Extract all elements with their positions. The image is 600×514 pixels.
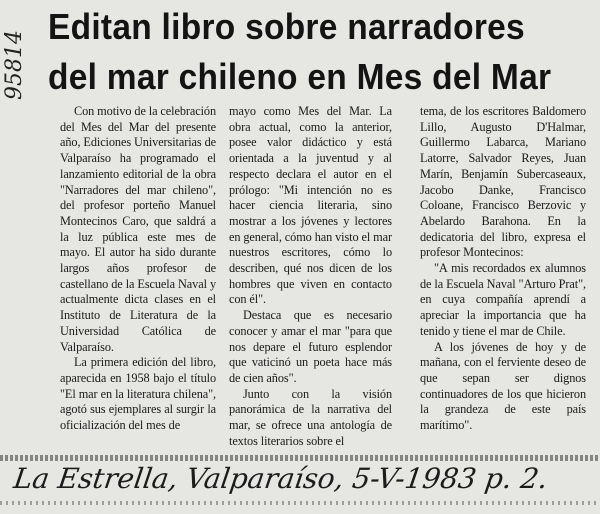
article-column-1 (60, 104, 216, 434)
article-column-3 (420, 104, 586, 434)
paragraph: mayo como Mes del Mar. La obra actual, como la anterior, posee valor didáctico y está orientada a la juventud y al respecto declara el autor en el prólogo: "Mi intención no es hacer ciencia literaria, sino mostrar a los jóvenes y lectores en general, cómo han visto el mar nuestros escritores, cómo lo describen, qué nos dicen de los hombres que viven en contacto con él". (229, 104, 392, 307)
headline-line-2: del mar chileno en Mes del Mar (48, 56, 552, 97)
dotted-divider (0, 455, 600, 461)
handwritten-catalog-number: 95814 (2, 30, 27, 100)
paragraph: Destaca que es necesario conocer y amar el mar "para que nos depare el futuro esplendor que vaticinó un poeta hace más de cien años". (229, 308, 392, 385)
article-column-2 (229, 104, 392, 449)
handwritten-source-note: La Estrella, Valparaíso, 5-V-1983 p. 2. (11, 462, 550, 495)
headline-line-1: Editan libro sobre narradores (48, 6, 525, 47)
paragraph: A los jóvenes de hoy y de mañana, con el ferviente deseo de que sepan ser dignos continuadores de los que hicieron la grandeza de este país marítimo". (420, 339, 586, 433)
paragraph: "A mis recordados ex alumnos de la Escuela Naval "Arturo Prat", en cuya compañía aprendí a apreciar la importancia que ha tenido y tiene el mar de Chile. (420, 261, 586, 338)
headline (48, 2, 561, 102)
paragraph: tema, de los escritores Baldomero Lillo, Augusto D'Halmar, Guillermo Labarca, Mariano Latorre, Salvador Reyes, Juan Marín, Benjamín Subercaseaux, Jacobo Danke, Francisco Coloane, Francisco Berzovic y Abelardo Barahona. En la dedicatoria del libro, expresa el profesor Montecinos: (420, 104, 586, 260)
paragraph: La primera edición del libro, aparecida en 1958 bajo el título "El mar en la literatura chilena", agotó sus ejemplares al surgir la oficialización del mes de (60, 355, 216, 433)
paragraph: Junto con la visión panorámica de la narrativa del mar, se ofrece una antología de textos literarios sobre el (229, 386, 392, 448)
paragraph: Con motivo de la celebración del Mes del Mar del presente año, Ediciones Universitarias de Valparaíso ha programado el lanzamiento editorial de la obra "Narradores del mar chileno", del profesor porteño Manuel Montecinos Caro, que saldrá a la luz pública este mes de mayo. El autor ha sido durante largos años profesor de castellano de la Escuela Naval y actualmente dicta clases en el Instituto de Literatura de la Universidad Católica de Valparaíso. (60, 104, 216, 354)
dotted-divider-bottom (0, 501, 600, 505)
